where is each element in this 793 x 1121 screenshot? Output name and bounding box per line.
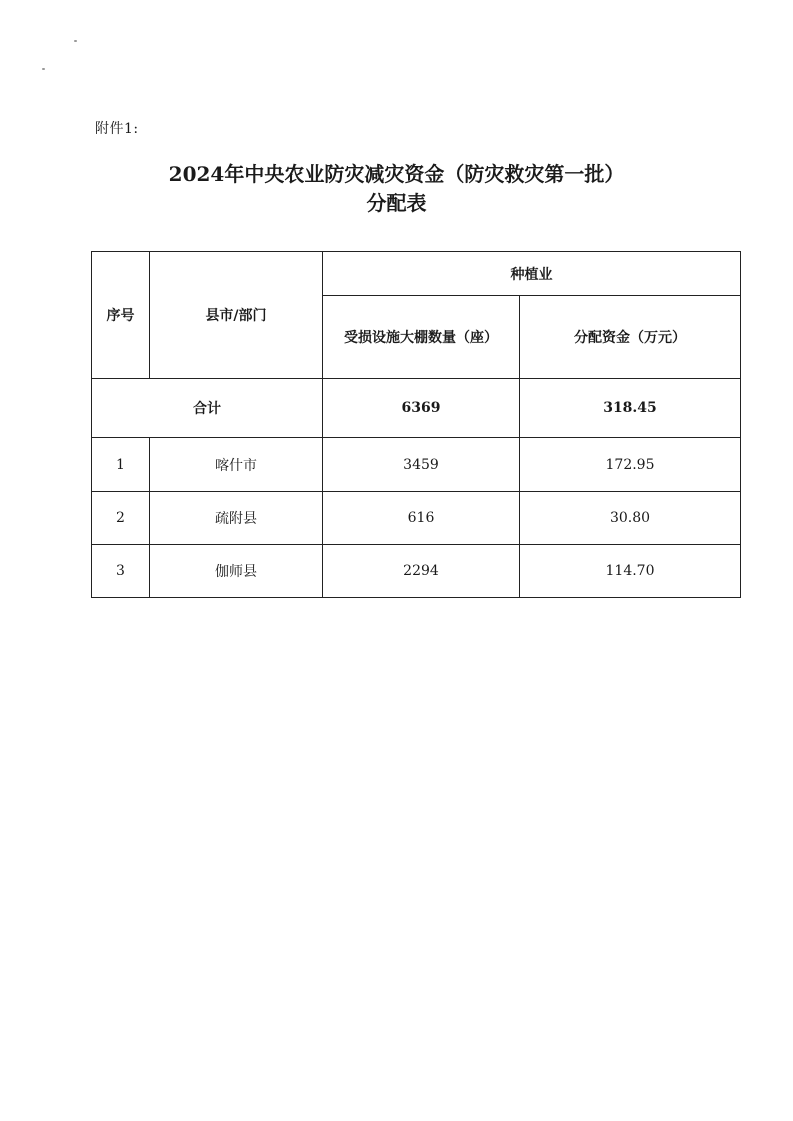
scan-speck — [74, 40, 77, 42]
row-funds: 172.95 — [520, 438, 741, 492]
header-planting: 种植业 — [323, 252, 741, 296]
attachment-label: 附件1: — [95, 121, 139, 137]
header-row-1 — [92, 252, 741, 296]
row-county: 喀什市 — [150, 438, 323, 492]
total-row — [92, 379, 741, 438]
total-damaged: 6369 — [323, 379, 520, 438]
row-seq: 1 — [92, 438, 150, 492]
document-title — [0, 160, 793, 218]
header-allocated-funds: 分配资金（万元） — [520, 296, 741, 379]
scan-speck — [42, 68, 45, 70]
title-line-2: 分配表 — [366, 191, 427, 215]
header-damaged-count: 受损设施大棚数量（座） — [323, 296, 520, 379]
total-label: 合计 — [92, 379, 323, 438]
table-row — [92, 545, 741, 598]
row-county: 伽师县 — [150, 545, 323, 598]
table-row — [92, 492, 741, 545]
title-line-1: 2024年中央农业防灾减灾资金（防灾救灾第一批） — [168, 162, 625, 186]
total-funds: 318.45 — [520, 379, 741, 438]
row-damaged: 616 — [323, 492, 520, 545]
row-funds: 30.80 — [520, 492, 741, 545]
header-county: 县市/部门 — [150, 252, 323, 379]
row-damaged: 3459 — [323, 438, 520, 492]
row-seq: 3 — [92, 545, 150, 598]
table-row — [92, 438, 741, 492]
allocation-table — [91, 251, 741, 598]
header-seq: 序号 — [92, 252, 150, 379]
row-funds: 114.70 — [520, 545, 741, 598]
row-county: 疏附县 — [150, 492, 323, 545]
row-seq: 2 — [92, 492, 150, 545]
row-damaged: 2294 — [323, 545, 520, 598]
